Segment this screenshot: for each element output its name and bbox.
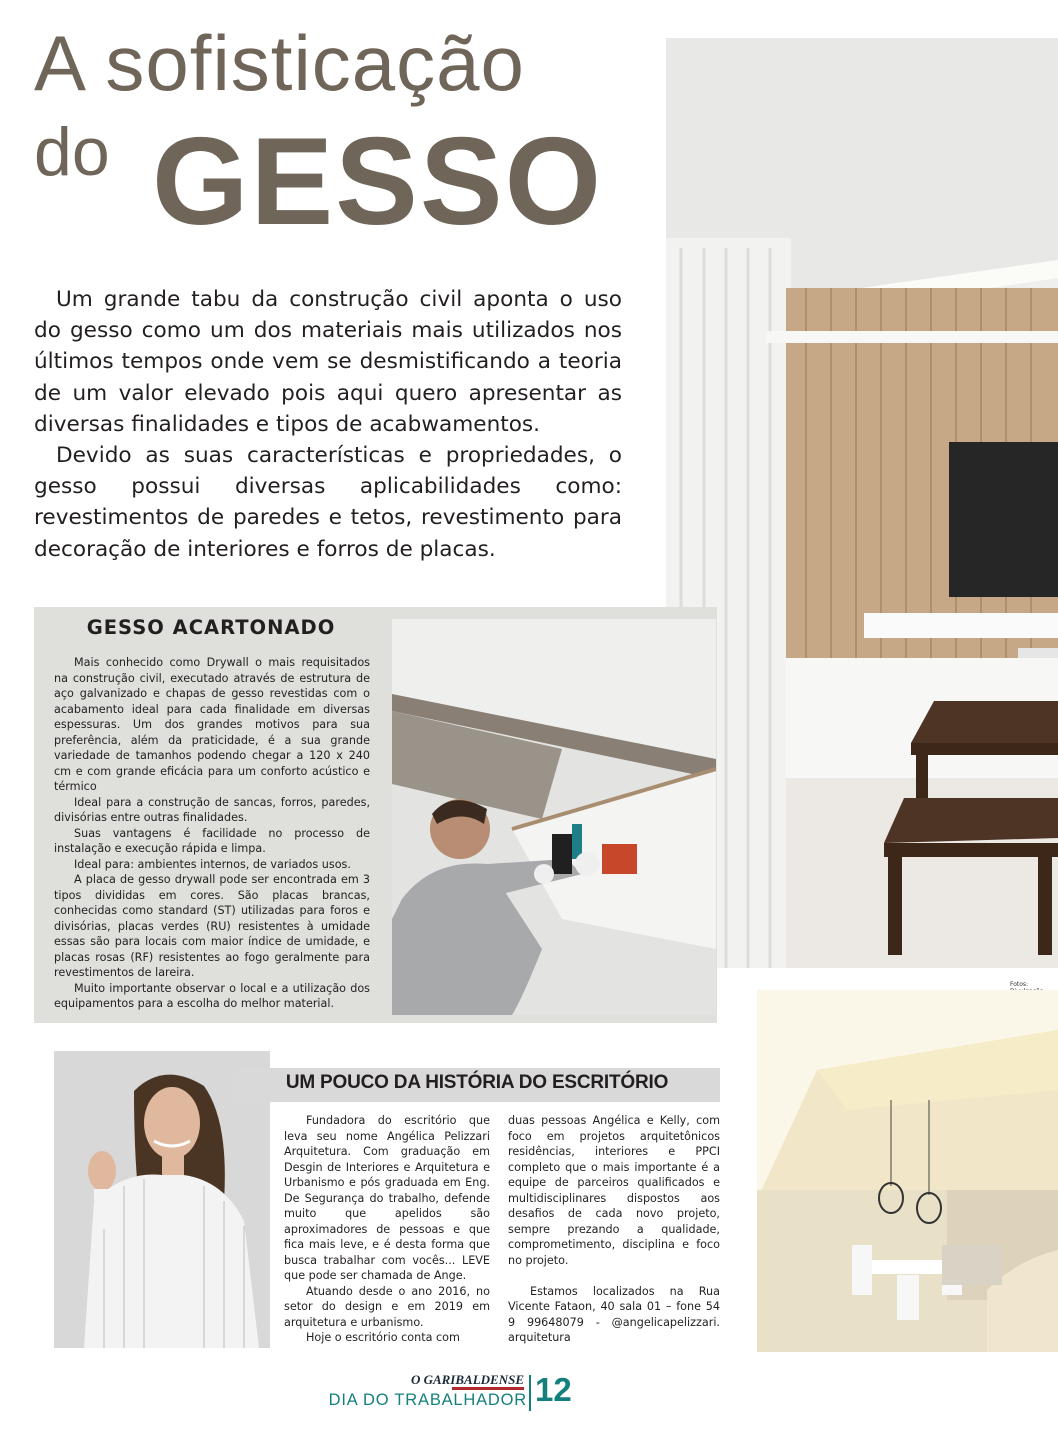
historia-column-1: [284, 1113, 490, 1346]
acartonado-text: [54, 655, 370, 1012]
dining-room-photo: [757, 990, 1058, 1352]
headline-line1: A sofisticação: [34, 19, 525, 107]
acartonado-title: GESSO ACARTONADO: [86, 616, 336, 639]
historia-spacer: [508, 1268, 720, 1284]
living-room-photo: [666, 38, 1058, 968]
newspaper-underline: [452, 1387, 524, 1390]
footer-separator: [529, 1375, 531, 1411]
section-name: DIA DO TRABALHADOR: [328, 1391, 527, 1409]
historia-paragraph: Hoje o escritório conta com: [306, 1331, 460, 1344]
acartonado-paragraph: Ideal para a construção de sancas, forros, paredes, divisórias entre outras finalidades.: [54, 795, 370, 824]
newspaper-name: O GARIBALDENSE: [410, 1372, 524, 1387]
historia-paragraph: Atuando desde o ano 2016, no setor do design e em 2019 em arquitetura e urbanismo.: [284, 1284, 490, 1329]
historia-paragraph: duas pessoas Angélica e Kelly, com foco em projetos arquitetônicos residências, interiores e PPCI completo que o mais importante é a equipe de parceiros qualificados e multidisciplinares dispostos aos desafios de cada novo projeto, sempre prezando a qualidade, comprometimento, disciplina e foco no projeto.: [508, 1114, 720, 1267]
intro-text: [34, 284, 622, 565]
historia-paragraph: Fundadora do escritório que leva seu nome Angélica Pelizzari Arquitetura. Com graduação em Desgin de Interiores e Arquitetura e Urbanismo e pós graduada em Eng. De Segurança do trabalho, defende muito que apelidos são aproximadores de pessoas e que fica mais leve, e é desta forma que busca trabalhar com vocês... LEVE que pode ser chamada de Ange.: [284, 1114, 490, 1282]
acartonado-paragraph: A placa de gesso drywall pode ser encontrada em 3 tipos divididas em cores. São placas brancas, conhecidas como standard (ST) utilizadas para foros e divisórias, placas verdes (RU) resistentes à umidade essas são para locais com maior índice de umidade, e placas rosas (RF) resistentes ao fogo geralmente para revestimentos de lareira.: [54, 873, 370, 979]
photo-credit: Fotos:: [1010, 981, 1029, 988]
acartonado-paragraph: Mais conhecido como Drywall o mais requisitados na construção civil, executado através de estrutura de aço galvanizado e chapas de gesso revestidas com o acabamento ideal para cada finalidade em diversas espessuras. Um dos grandes motivos para sua preferência, além da praticidade, é a sua grande variedade de tamanhos podendo chegar a 120 x 240 cm e com grande eficácia para um conforto acústico e térmico: [54, 656, 370, 793]
historia-column-2: [508, 1113, 720, 1346]
page-number: 12: [535, 1371, 572, 1408]
headline-do: do: [34, 114, 110, 190]
historia-paragraph: Estamos localizados na Rua Vicente Fataon, 40 sala 01 – fone 54 9 99648079 - @angelicapelizzari. arquitetura: [508, 1284, 720, 1344]
headline-gesso: GESSO: [152, 113, 604, 251]
drywall-worker-photo: [392, 619, 716, 1015]
acartonado-paragraph: Suas vantagens é facilidade no processo de instalação e execução rápida e limpa.: [54, 826, 370, 855]
acartonado-paragraph: Muito importante observar o local e a utilização dos equipamentos para a escolha do melhor material.: [54, 981, 370, 1010]
historia-title: UM POUCO DA HISTÓRIA DO ESCRITÓRIO: [285, 1072, 669, 1093]
intro-paragraph: Um grande tabu da construção civil aponta o uso do gesso como um dos materiais mais utilizados nos últimos tempos onde vem se desmistificando a teoria de um valor elevado pois aqui quero apresentar as diversas finalidades e tipos de acabwamentos.: [34, 287, 622, 437]
intro-paragraph: Devido as suas características e propriedades, o gesso possui diversas aplicabilidades como: revestimentos de paredes e tetos, revestimento para decoração de interiores e forros de placas.: [34, 443, 622, 562]
acartonado-paragraph: Ideal para: ambientes internos, de variados usos.: [74, 857, 351, 871]
